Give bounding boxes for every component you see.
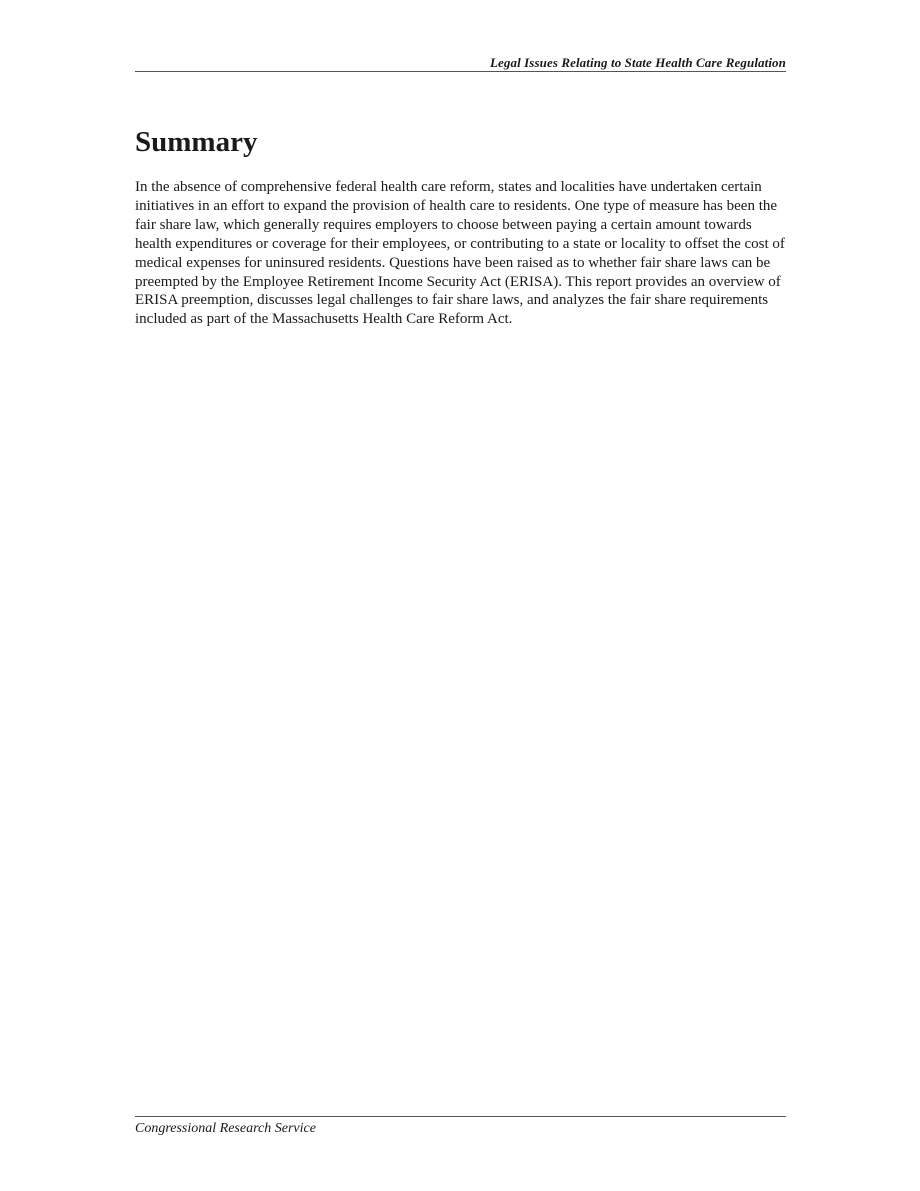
summary-paragraph: In the absence of comprehensive federal health care reform, states and localities have undertaken certain initiatives in an effort to expand the provision of health care to residents. One type of measure has been the fair share law, which generally requires employers to choose between paying a certain amount towards health expenditures or coverage for their employees, or contributing to a state or locality to offset the cost of medical expenses for uninsured residents. Questions have been raised as to whether fair share laws can be preempted by the Employee Retirement Income Security Act (ERISA). This report provides an overview of ERISA preemption, discusses legal challenges to fair share laws, and analyzes the fair share requirements included as part of the Massachusetts Health Care Reform Act.: [135, 179, 785, 328]
running-header-title: Legal Issues Relating to State Health Care Regulation: [489, 55, 786, 70]
page-title: Summary: [135, 126, 258, 158]
header-divider: [135, 71, 786, 72]
running-footer-organization: Congressional Research Service: [135, 1121, 316, 1136]
footer-divider: [135, 1116, 786, 1117]
